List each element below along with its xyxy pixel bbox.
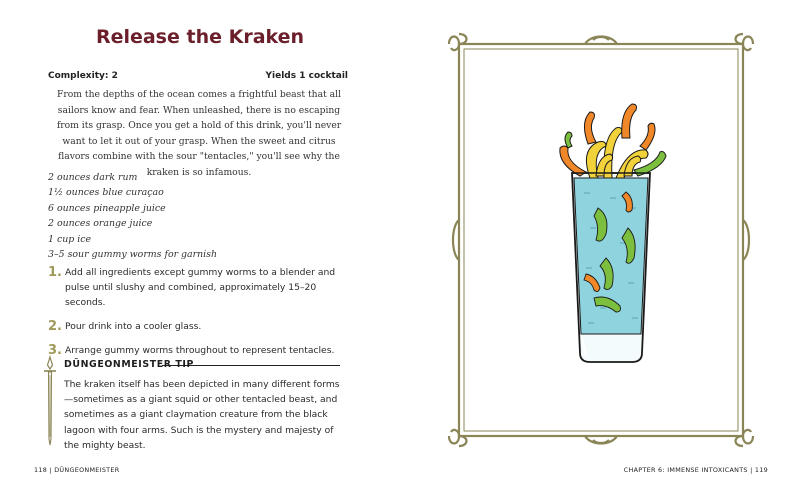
step-item bbox=[48, 265, 348, 310]
complexity-label: Complexity: 2 bbox=[48, 71, 118, 81]
recipe-meta bbox=[48, 71, 348, 81]
sword-icon bbox=[42, 355, 58, 447]
page-footer-left: 118 | DŨNGEONMEISTER bbox=[34, 466, 120, 474]
tip-heading: DŨNGEONMEISTER TIP bbox=[64, 359, 194, 370]
page-footer-right: CHAPTER 6: IMMENSE INTOXICANTS | 119 bbox=[623, 466, 768, 474]
step-text: Arrange gummy worms throughout to represent tentacles. bbox=[65, 345, 335, 356]
ingredient-item: 3–5 sour gummy worms for garnish bbox=[48, 249, 218, 261]
tip-divider bbox=[162, 365, 340, 366]
right-page bbox=[400, 0, 800, 500]
recipe-title: Release the Kraken bbox=[95, 26, 305, 48]
ingredient-item: 2 ounces orange juice bbox=[48, 218, 153, 230]
tip-text: The kraken itself has been depicted in many different forms—sometimes as a giant squid or other tentacled beast, and sometimes as a giant claymation creature from the black lagoon with four arms. Such is the mystery and majesty of the mighty beast. bbox=[64, 379, 340, 451]
ingredient-item: 1 cup ice bbox=[48, 233, 92, 245]
ingredient-item: 2 ounces dark rum bbox=[48, 172, 138, 183]
step-number: 2. bbox=[48, 319, 62, 334]
step-number: 3. bbox=[48, 343, 62, 358]
ingredient-item: 1½ ounces blue curaçao bbox=[48, 187, 164, 199]
step-item bbox=[48, 319, 348, 334]
step-text: Pour drink into a cooler glass. bbox=[65, 321, 202, 332]
step-text: Add all ingredients except gummy worms to a blender and pulse until slushy and combined, approximately 15–20 seconds. bbox=[65, 267, 336, 308]
tip-box bbox=[42, 355, 348, 451]
steps-list bbox=[48, 265, 348, 367]
recipe-intro: From the depths of the ocean comes a frightful beast that all sailors know and fear. When unleashed, there is no escaping from its grasp. Once you get a hold of this drink, you'll never want to let it out of your grasp. When the sweet and citrus flavors combine with the sour "tentacles," you'll see why the kraken is so infamous. bbox=[56, 89, 342, 178]
yields-label: Yields 1 cocktail bbox=[265, 71, 348, 81]
ingredients-list bbox=[48, 170, 217, 262]
step-number: 1. bbox=[48, 265, 62, 280]
ingredient-item: 6 ounces pineapple juice bbox=[48, 202, 166, 214]
kraken-cocktail-illustration bbox=[550, 98, 670, 368]
